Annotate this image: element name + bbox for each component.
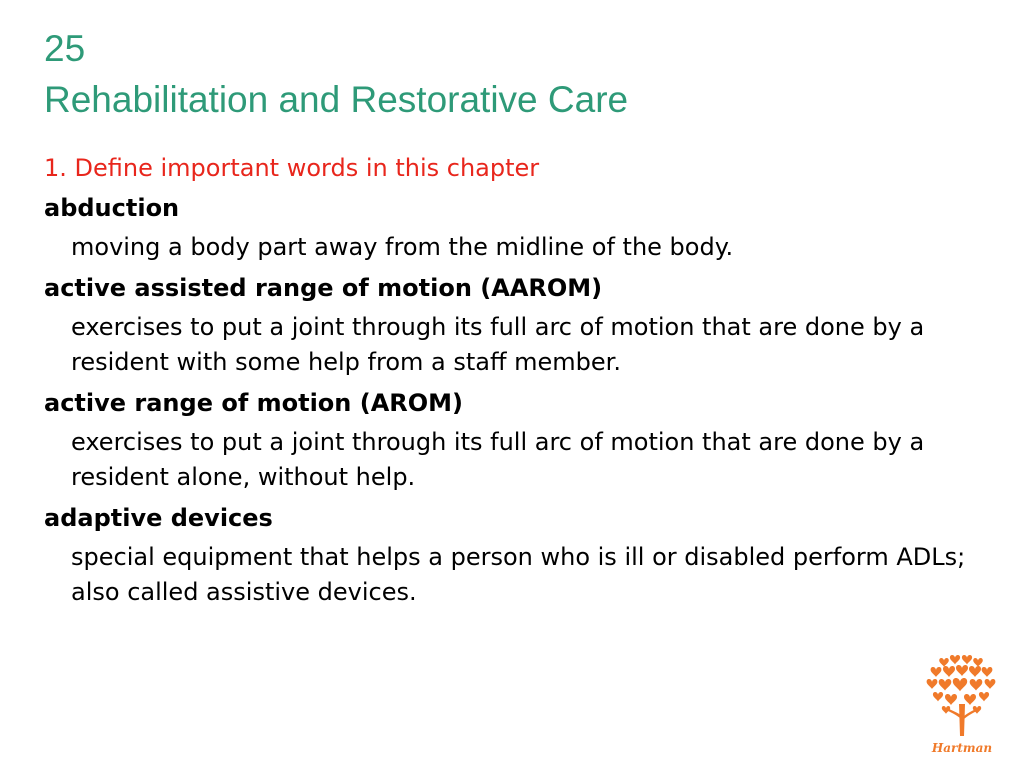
slide-content: [44, 150, 974, 615]
logo-text: Hartman: [931, 741, 993, 755]
term-abduction: abduction: [44, 194, 180, 222]
chapter-title: Rehabilitation and Restorative Care: [44, 79, 629, 120]
definition-arom: exercises to put a joint through its full arc of motion that are done by a resident alone, without help.: [71, 428, 925, 491]
term-aarom: active assisted range of motion (AAROM): [44, 274, 603, 302]
hartman-logo: [922, 652, 1002, 758]
definition-abduction: moving a body part away from the midline of the body.: [71, 233, 734, 261]
chapter-number: 25: [44, 28, 86, 69]
term-adaptive-devices: adaptive devices: [44, 504, 273, 532]
learning-objective: 1. Define important words in this chapter: [44, 154, 540, 182]
heart-tree-icon: [922, 652, 1002, 758]
term-arom: active range of motion (AROM): [44, 389, 464, 417]
definition-adaptive-devices: special equipment that helps a person who is ill or disabled perform ADLs; also called assistive devices.: [71, 543, 966, 606]
definition-aarom: exercises to put a joint through its full arc of motion that are done by a resident with some help from a staff member.: [71, 313, 925, 376]
